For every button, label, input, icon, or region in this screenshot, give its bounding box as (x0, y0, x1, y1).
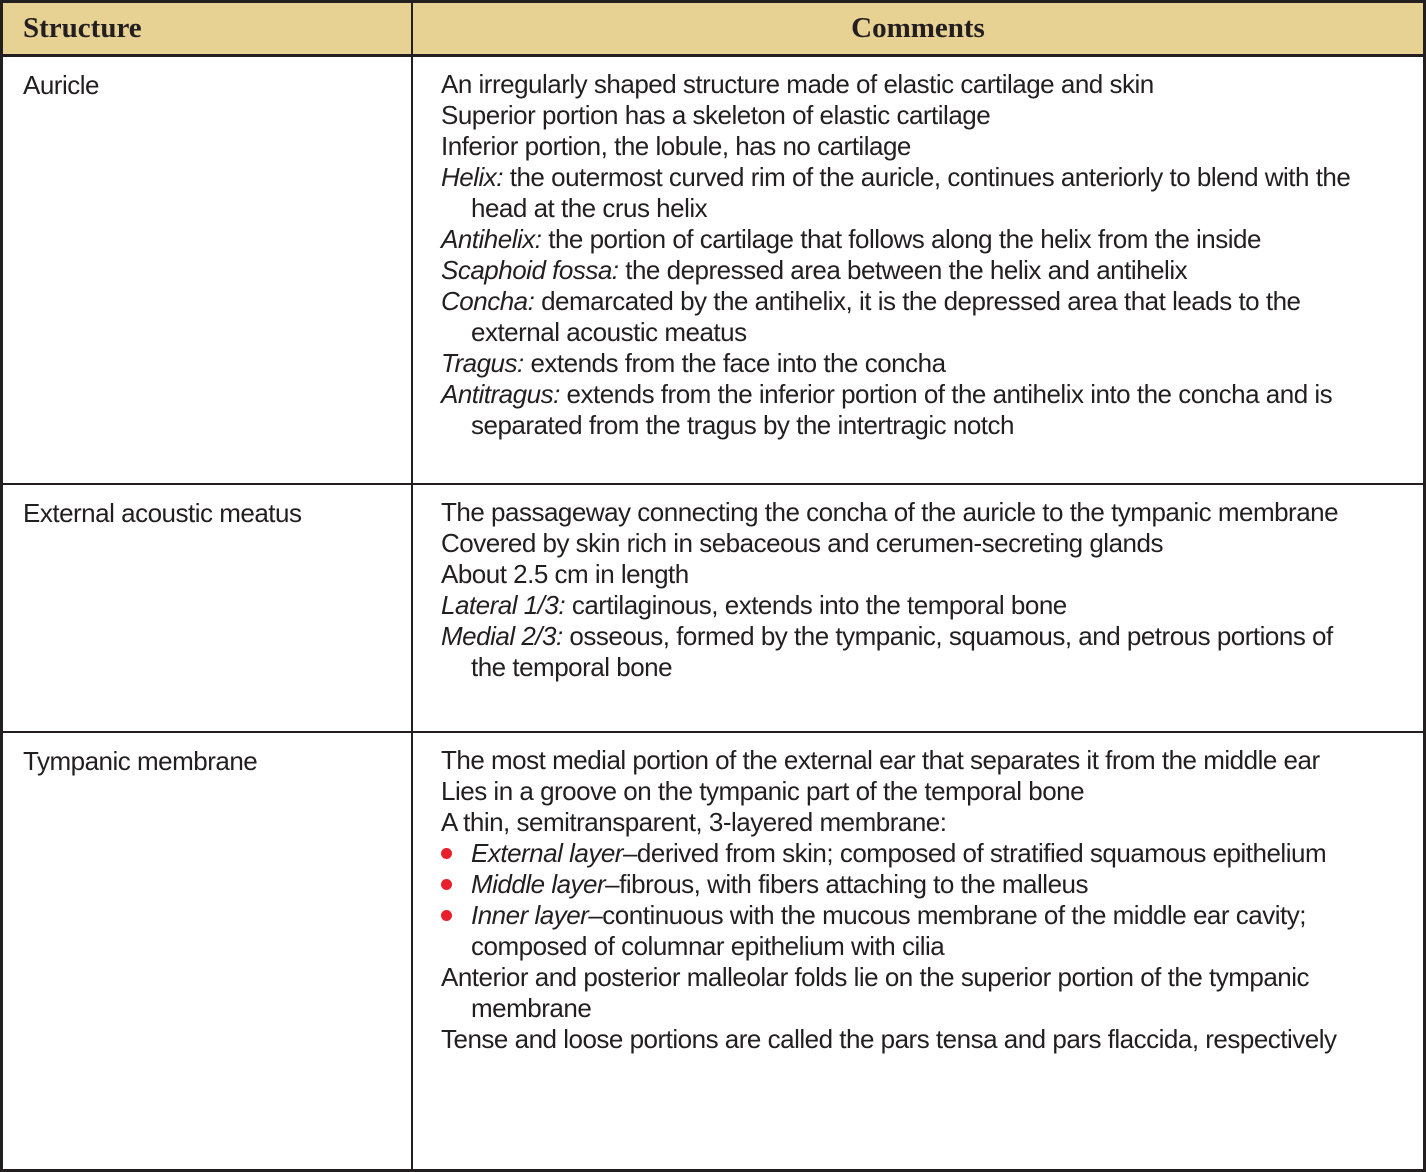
comment-entry: Lateral 1/3: cartilaginous, extends into the temporal bone (441, 590, 1067, 620)
comment-entry: A thin, semitransparent, 3-layered membrane: (441, 807, 947, 837)
comment-entry: External layer–derived from skin; composed of stratified squamous epithelium (441, 838, 1368, 869)
table-row-2 (3, 483, 1423, 731)
term-italic: Antihelix: (441, 224, 542, 254)
structure-cell: Tympanic membrane (23, 746, 258, 776)
term-italic: Helix: (441, 162, 504, 192)
bullet-icon (441, 910, 452, 921)
comment-entry: Tragus: extends from the face into the concha (441, 348, 946, 378)
term-italic: Middle layer (471, 869, 606, 899)
comments-cell (411, 733, 1423, 1169)
bullet-icon (441, 848, 452, 859)
comment-entry: About 2.5 cm in length (441, 559, 689, 589)
term-italic: Lateral 1/3: (441, 590, 566, 620)
comment-entry: Superior portion has a skeleton of elastic cartilage (441, 100, 991, 130)
comment-entry: Lies in a groove on the tympanic part of the temporal bone (441, 776, 1085, 806)
comment-entry: Antitragus: extends from the inferior portion of the antihelix into the concha and is separated from the tragus by the intertragic notch (441, 379, 1333, 440)
comment-entry: Helix: the outermost curved rim of the auricle, continues anteriorly to blend with the head at the crus helix (441, 162, 1351, 223)
comment-entry: Middle layer–fibrous, with fibers attaching to the malleus (441, 869, 1368, 900)
column-header-comments: Comments (411, 3, 1423, 54)
comment-entry: The passageway connecting the concha of the auricle to the tympanic membrane (441, 497, 1339, 527)
term-italic: Medial 2/3: (441, 621, 563, 651)
term-italic: Antitragus: (441, 379, 560, 409)
term-italic: Concha: (441, 286, 535, 316)
comment-entry: Tense and loose portions are called the pars tensa and pars flaccida, respectively (441, 1024, 1337, 1054)
comment-entry: The most medial portion of the external ear that separates it from the middle ear (441, 745, 1320, 775)
comment-entry: Inferior portion, the lobule, has no cartilage (441, 131, 911, 161)
table-row-3 (3, 731, 1423, 1169)
comment-entry: Antihelix: the portion of cartilage that follows along the helix from the inside (441, 224, 1261, 254)
comments-cell (411, 485, 1423, 731)
comment-entry: Anterior and posterior malleolar folds lie on the superior portion of the tympanic membrane (441, 962, 1310, 1023)
term-italic: Tragus: (441, 348, 524, 378)
comments-cell (411, 57, 1423, 483)
structure-cell: External acoustic meatus (23, 498, 302, 528)
term-italic: External layer (471, 838, 623, 868)
table-row-1 (3, 57, 1423, 483)
table-header-row (3, 3, 1423, 57)
comment-entry: Inner layer–continuous with the mucous membrane of the middle ear cavity; composed of columnar epithelium with cilia (441, 900, 1368, 962)
bullet-icon (441, 879, 452, 890)
term-italic: Inner layer (471, 900, 589, 930)
comment-entry: Medial 2/3: osseous, formed by the tympanic, squamous, and petrous portions of the temporal bone (441, 621, 1333, 682)
structure-cell: Auricle (23, 70, 99, 100)
term-italic: Scaphoid fossa: (441, 255, 619, 285)
comment-entry: Concha: demarcated by the antihelix, it is the depressed area that leads to the external acoustic meatus (441, 286, 1301, 347)
comment-entry: An irregularly shaped structure made of elastic cartilage and skin (441, 69, 1154, 99)
comment-entry: Covered by skin rich in sebaceous and cerumen-secreting glands (441, 528, 1163, 558)
comment-entry: Scaphoid fossa: the depressed area between the helix and antihelix (441, 255, 1188, 285)
column-header-structure: Structure (23, 12, 142, 44)
